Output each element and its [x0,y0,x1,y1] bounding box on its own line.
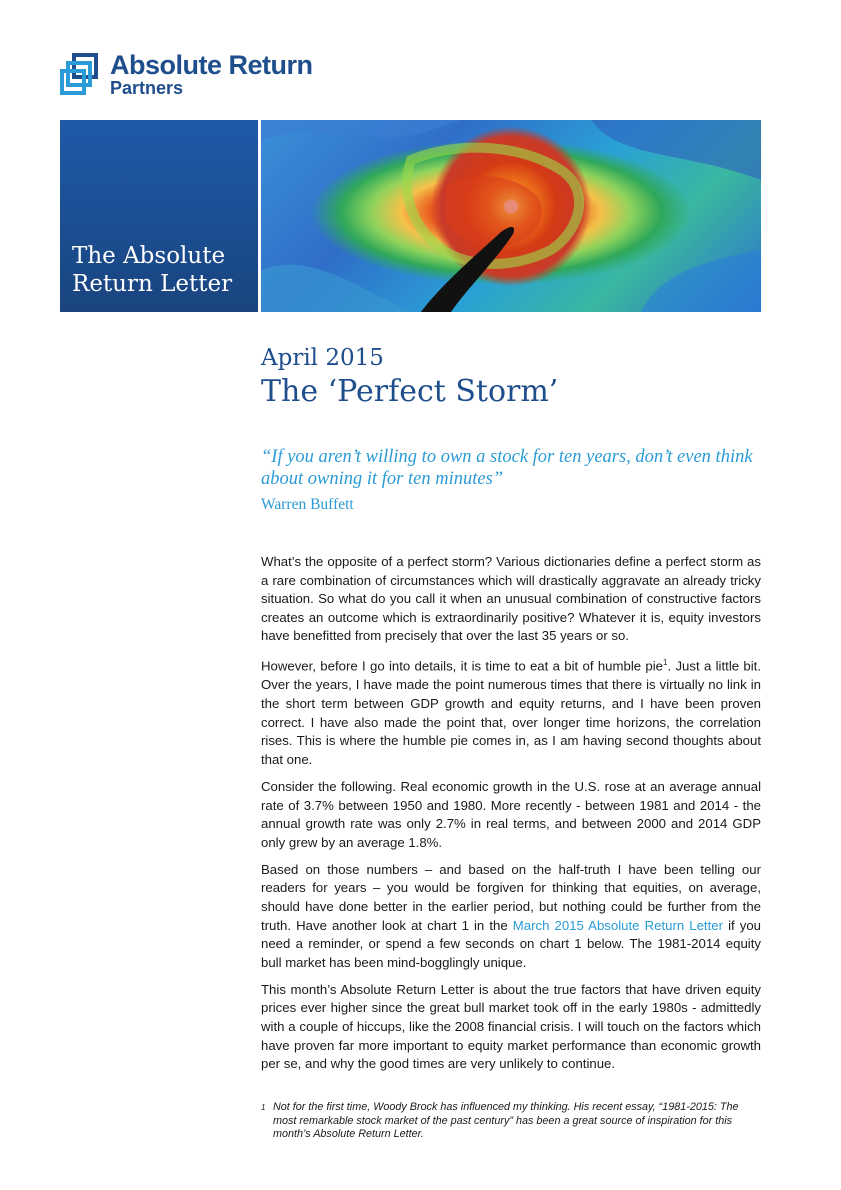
body-paragraph-4-text: Based on those numbers – and based on the half-truth I have been telling our readers for years – you would be forgiven for thinking that equities, on average, should have done better in the earlier period, but nothing could be further from the truth. Have another look at chart 1 in the [261,861,761,933]
body-paragraph-4 [261,861,761,973]
body-paragraph-1: What’s the opposite of a perfect storm? Various dictionaries define a perfect storm as a rare combination of circumstances which will drastically aggravate an already tricky situation. So what do you call it when an unusual combination of constructive factors creates an outcome which is extraordinarily positive? Whatever it is, equity investors have benefitted from precisely that over the last 35 years or so. [261,554,761,644]
hurricane-satellite-image-icon [261,120,761,312]
letter-date: April 2015 [261,345,384,371]
letter-banner [60,120,258,312]
body-paragraph-5: This month’s Absolute Return Letter is about the true factors that have driven equity prices ever higher since the great bull market took off in the early 1980s - admittedly with a couple of hiccups, like the 2008 financial crisis. I will touch on the factors which have proven far more important to equity market performance than economic growth per se, and why the good times are very unlikely to continue. [261,981,761,1072]
letter-title: The ‘Perfect Storm’ [261,374,559,409]
body-paragraph-2-text-cont: . Just a little bit. Over the years, I have made the point numerous times that there is virtually no link in the short term between GDP growth and equity returns, and I have been proven correct. I have also made the point that, over longer time horizons, the correlation rises. This is where the humble pie comes in, as I am having second thoughts about that one. [261,658,761,767]
footnote-reference[interactable]: 1 [663,658,668,668]
opening-quote: “If you aren’t willing to own a stock for ten years, don’t even think about owning it for ten minutes” [261,447,753,489]
march-letter-link[interactable]: March 2015 Absolute Return Letter [512,917,723,933]
storm-overlay-graphic [261,120,761,312]
logo-name-line2: Partners [110,78,184,98]
body-paragraph-4-text-cont: if you need a reminder, or spend a few seconds on chart 1 below. The 1981-2014 equity bull market has been mind-bogglingly unique. [261,917,762,970]
body-paragraph-2-text: However, before I go into details, it is time to eat a bit of humble pie [261,658,664,674]
letter-body [261,553,761,1082]
body-paragraph-3: Consider the following. Real economic growth in the U.S. rose at an average annual rate of 3.7% between 1950 and 1980. More recently - between 1981 and 2014 - the annual growth rate was only 2.7% in real terms, and between 2000 and 2014 GDP only grew by an average 1.8%. [261,778,761,850]
quote-author: Warren Buffett [261,496,354,513]
logo-name-line1: Absolute Return [110,50,313,80]
footnote-text: Not for the first time, Woody Brock has influenced my thinking. His recent essay, “1981-2015: The most remarkable stock market of the past century” has been a great source of inspiration for this month’s Absolute Return Letter. [273,1101,739,1140]
footnote [261,1101,761,1142]
body-paragraph-2 [261,654,761,769]
logo-squares-icon [60,53,104,97]
footnote-number: 1 [261,1103,266,1112]
letter-series-title: The Absolute Return Letter [72,243,233,297]
company-logo [60,50,360,100]
